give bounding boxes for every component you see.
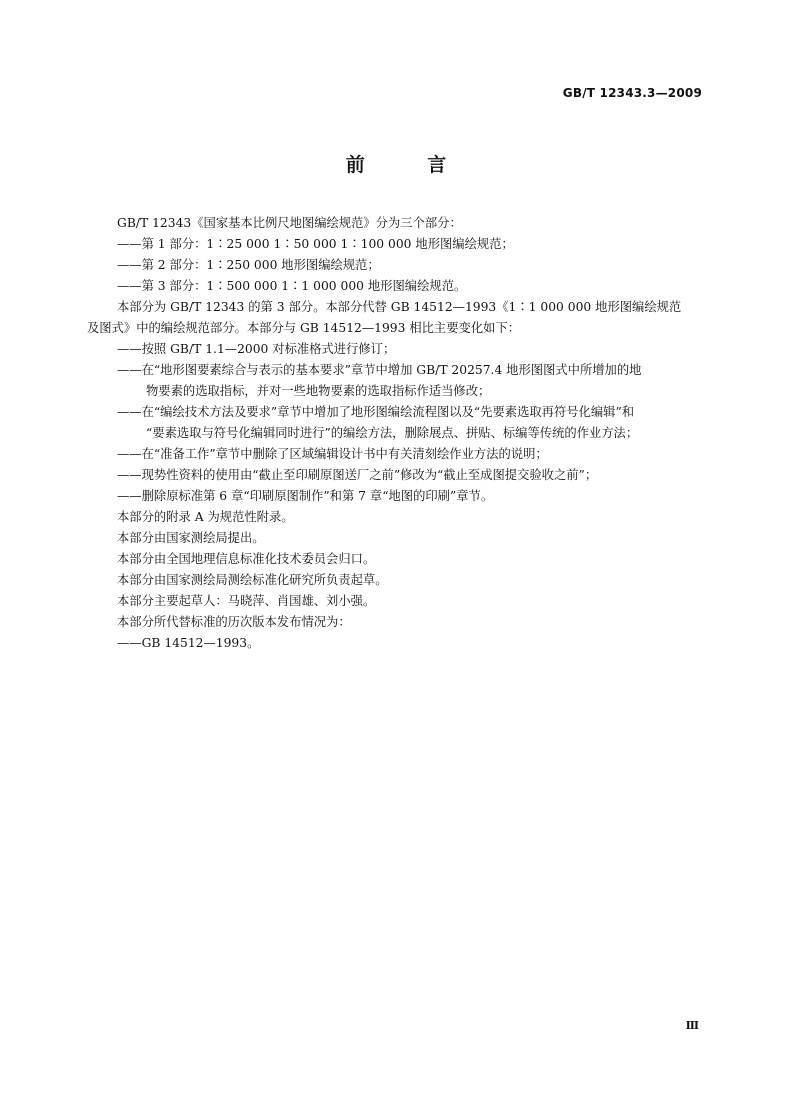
list-item: ——按照 GB/T 1.1—2000 对标准格式进行修订； bbox=[117, 342, 396, 356]
list-item: ——GB 14512—1993。 bbox=[117, 636, 260, 650]
list-item: ——第 2 部分：1∶250 000 地形图编绘规范； bbox=[117, 258, 380, 272]
page-title: 前 言 bbox=[345, 154, 475, 176]
page-number: Ⅲ bbox=[685, 1019, 699, 1032]
standard-code: GB/T 12343.3—2009 bbox=[562, 86, 702, 100]
list-item: ——在“地形图要素综合与表示的基本要求”章节中增加 GB/T 20257.4 地形图图式中所增加的地 bbox=[117, 363, 642, 377]
list-item: ——在“准备工作”章节中删除了区域编辑设计书中有关清刻绘作业方法的说明； bbox=[117, 447, 548, 461]
foreword-body bbox=[87, 213, 707, 654]
paragraph: 本部分由国家测绘局测绘标准化研究所负责起草。 bbox=[117, 573, 388, 587]
paragraph: GB/T 12343《国家基本比例尺地图编绘规范》分为三个部分： bbox=[117, 216, 462, 230]
list-item-continuation: “要素选取与符号化编辑同时进行”的编绘方法，删除展点、拼贴、标编等传统的作业方法； bbox=[146, 426, 639, 440]
paragraph: 本部分主要起草人：马晓萍、肖国雄、刘小强。 bbox=[117, 594, 376, 608]
list-item: ——现势性资料的使用由“截止至印刷原图送厂之前”修改为“截止至成图提交验收之前”； bbox=[117, 468, 598, 482]
paragraph: 本部分为 GB/T 12343 的第 3 部分。本部分代替 GB 14512—1993《1∶1 000 000 地形图编绘规范 bbox=[117, 300, 682, 314]
paragraph: 本部分由全国地理信息标准化技术委员会归口。 bbox=[117, 552, 376, 566]
list-item: ——第 3 部分：1∶500 000 1∶1 000 000 地形图编绘规范。 bbox=[117, 279, 467, 293]
paragraph: 本部分的附录 A 为规范性附录。 bbox=[117, 510, 294, 524]
list-item-continuation: 物要素的选取指标，并对一些地物要素的选取指标作适当修改； bbox=[146, 384, 491, 398]
paragraph: 本部分所代替标准的历次版本发布情况为： bbox=[117, 615, 351, 629]
list-item: ——删除原标准第 6 章“印刷原图制作”和第 7 章“地图的印刷”章节。 bbox=[117, 489, 494, 503]
paragraph-continuation: 及图式》中的编绘规范部分。本部分与 GB 14512—1993 相比主要变化如下： bbox=[87, 321, 521, 335]
list-item: ——在“编绘技术方法及要求”章节中增加了地形图编绘流程图以及“先要素选取再符号化编辑”和 bbox=[117, 405, 635, 419]
list-item: ——第 1 部分：1∶25 000 1∶50 000 1∶100 000 地形图编绘规范； bbox=[117, 237, 514, 251]
paragraph: 本部分由国家测绘局提出。 bbox=[117, 531, 265, 545]
